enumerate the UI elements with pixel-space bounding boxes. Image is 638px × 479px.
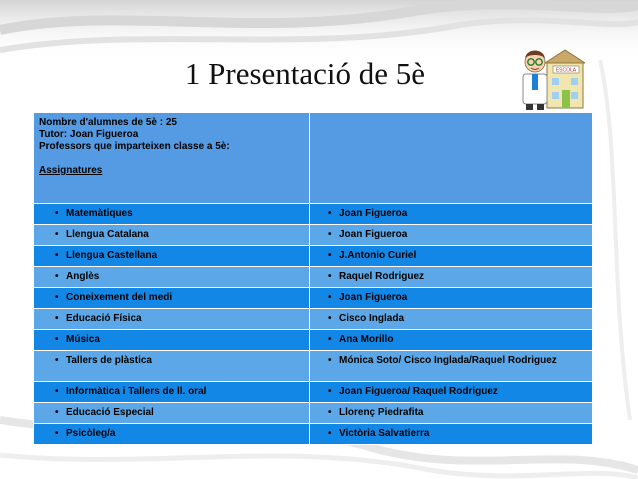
- subject-cell: [34, 267, 310, 288]
- teacher-cell: [310, 246, 593, 267]
- subject-cell: [34, 246, 310, 267]
- teacher-text: J.Antonio Curiel: [339, 250, 417, 261]
- teacher-cell: [310, 330, 593, 351]
- teacher-text: Joan Figueroa: [339, 208, 408, 219]
- subject-cell: [34, 204, 310, 225]
- teacher-text: Ana Morillo: [339, 334, 394, 345]
- subject-cell: [34, 288, 310, 309]
- teacher-cell: [310, 382, 593, 403]
- teachers-heading: Professors que imparteixen classe a 5è:: [39, 141, 230, 152]
- subject-text: Anglès: [66, 271, 100, 282]
- subject-cell: [34, 403, 310, 424]
- teacher-text: Joan Figueroa: [339, 229, 408, 240]
- subject-text: Psicòleg/a: [66, 428, 116, 439]
- students-count: Nombre d'alumnes de 5è : 25: [39, 117, 177, 128]
- subject-cell: [34, 424, 310, 445]
- teacher-cell: [310, 225, 593, 246]
- teacher-cell: [310, 288, 593, 309]
- teacher-cell: [310, 424, 593, 445]
- bullet-icon: •: [328, 229, 332, 240]
- table-row: [34, 267, 593, 288]
- bullet-icon: •: [55, 386, 59, 397]
- teacher-cell: [310, 204, 593, 225]
- subject-text: Llengua Castellana: [66, 250, 158, 261]
- subject-cell: [34, 225, 310, 246]
- header-info-cell: [34, 113, 310, 204]
- table-row: [34, 403, 593, 424]
- subject-cell: [34, 351, 310, 382]
- subjects-table: [33, 112, 593, 445]
- bullet-icon: •: [328, 355, 332, 366]
- bullet-icon: •: [55, 229, 59, 240]
- teacher-school-clipart: [519, 44, 585, 112]
- bullet-icon: •: [55, 407, 59, 418]
- teacher-text: Mónica Soto/ Cisco Inglada/Raquel Rodriguez: [339, 355, 557, 366]
- bullet-icon: •: [328, 407, 332, 418]
- bullet-icon: •: [55, 313, 59, 324]
- bullet-icon: •: [55, 355, 59, 366]
- tutor-name: Tutor: Joan Figueroa: [39, 129, 139, 140]
- teacher-text: Joan Figueroa: [339, 292, 408, 303]
- bullet-icon: •: [55, 271, 59, 282]
- header-row: [34, 113, 593, 204]
- subject-text: Música: [66, 334, 100, 345]
- table-row: [34, 330, 593, 351]
- subject-cell: [34, 330, 310, 351]
- teacher-cell: [310, 403, 593, 424]
- bullet-icon: •: [328, 428, 332, 439]
- school-sign-text: ESCOLA: [555, 67, 577, 74]
- bullet-icon: •: [55, 250, 59, 261]
- slide-title: 1 Presentació de 5è: [184, 56, 426, 91]
- table-row: [34, 225, 593, 246]
- subject-text: Llengua Catalana: [66, 229, 149, 240]
- bullet-icon: •: [328, 386, 332, 397]
- subject-text: Educació Especial: [66, 407, 154, 418]
- subject-text: Educació Física: [66, 313, 142, 324]
- table-row: [34, 309, 593, 330]
- subject-text: Coneixement del medi: [66, 292, 173, 303]
- teacher-cell: [310, 309, 593, 330]
- subject-cell: [34, 382, 310, 403]
- subject-text: Informàtica i Tallers de ll. oral: [66, 386, 207, 397]
- table-row: [34, 382, 593, 403]
- bullet-icon: •: [55, 208, 59, 219]
- bullet-icon: •: [55, 428, 59, 439]
- teacher-text: Joan Figueroa/ Raquel Rodriguez: [339, 386, 498, 397]
- teacher-cell: [310, 351, 593, 382]
- table-row: [34, 351, 593, 382]
- teacher-text: Victòria Salvatierra: [339, 428, 430, 439]
- header-empty-cell: [310, 113, 593, 204]
- bullet-icon: •: [328, 313, 332, 324]
- subject-cell: [34, 309, 310, 330]
- teacher-text: Raquel Rodriguez: [339, 271, 425, 282]
- teacher-cell: [310, 267, 593, 288]
- table-row: [34, 246, 593, 267]
- subject-text: Tallers de plàstica: [66, 355, 152, 366]
- bullet-icon: •: [328, 271, 332, 282]
- subject-text: Matemàtiques: [66, 208, 133, 219]
- bullet-icon: •: [328, 250, 332, 261]
- bullet-icon: •: [328, 292, 332, 303]
- teacher-text: Cisco Inglada: [339, 313, 405, 324]
- bullet-icon: •: [55, 292, 59, 303]
- table-row: [34, 424, 593, 445]
- subjects-heading: Assignatures: [39, 165, 103, 176]
- bullet-icon: •: [328, 208, 332, 219]
- table-row: [34, 288, 593, 309]
- bullet-icon: •: [328, 334, 332, 345]
- bullet-icon: •: [55, 334, 59, 345]
- table-row: [34, 204, 593, 225]
- teacher-text: Llorenç Piedrafita: [339, 407, 424, 418]
